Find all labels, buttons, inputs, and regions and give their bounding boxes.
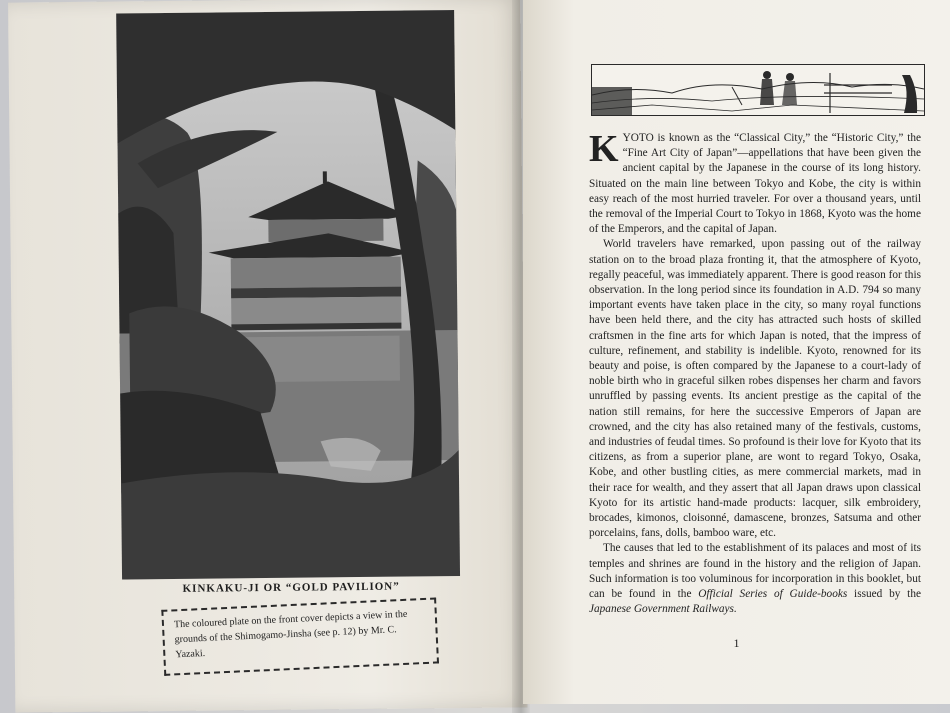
- cover-plate-note: The coloured plate on the front cover depicts a view in the grounds of the Shimogamo-Jinsha (see p. 12) by Mr. C. Yazaki.: [161, 597, 439, 675]
- paragraph-1-text: YOTO is known as the “Classical City,” the “Historic City,” the “Fine Art City of Japan”—appellations that have been given the ancient capital by the Japanese in the course of its long history. Situated on the main line between Tokyo and Kobe, the city is within easy reach of the most hurried traveler. For over a thousand years, until the removal of the Imperial Court to Tokyo in 1868, Kyoto was the home of the Emperors, and the capital of Japan.: [589, 132, 921, 236]
- drop-cap: K: [589, 128, 619, 170]
- paragraph-1: [589, 128, 921, 237]
- paragraph-3-mid: issued by the: [847, 588, 921, 601]
- page-number: 1: [733, 636, 740, 650]
- photo-caption: KINKAKU-JI OR “GOLD PAVILION”: [182, 580, 400, 595]
- left-page: [8, 0, 527, 713]
- right-page: [523, 0, 950, 704]
- kinkakuji-photo: [116, 10, 460, 580]
- guidebooks-title: Official Series of Guide-books: [698, 588, 848, 601]
- header-vignette-illustration: [591, 64, 925, 116]
- paragraph-3: [589, 541, 921, 617]
- body-text: [589, 128, 921, 618]
- paragraph-3-text: The causes that led to the establishment of its palaces and most of its temples and shrines are found in the history and the religion of Japan. Such information is too voluminous for incorporation in this booklet, but can be found in the: [589, 542, 921, 601]
- railways-name: Japanese Government Railways.: [589, 603, 737, 616]
- paragraph-2: World travelers have remarked, upon passing out of the railway station on to the broad plaza fronting it, that the atmosphere of Kyoto, regally peaceful, was immediately apparent. There is good reason for this observation. In the long period since its foundation in A.D. 794 so many important events have taken place in the city, so many royal functions have been held there, and the city has attracted such hosts of skilled craftsmen in the fine arts for which Japan is noted, that the impress of culture, refinement, and stability is indelible. Kyoto, renowned for its beauty and poise, is often compared by the Japanese to a court-lady of noble birth who in graceful silken robes dispenses her charm and favors unruffled by passing events. Its ancient prestige as the capital of the nation still remains, for here the successive Emperors of Japan are crowned, and the city has also retained many of the festivals, customs, and industries of feudal times. So profound is their love for Kyoto that its citizens, as from a superior plane, are wont to regard Tokyo, Osaka, Kobe, and other bustling cities, as mere commercial markets, mad in their race for wealth, and they assert that all Japan draws upon classical Kyoto for its artistic hand-made products: lacquer, silk embroidery, brocades, kimonos, cloisonné, damascene, bronzes, Satsuma and other porcelains, fans, dolls, bamboo ware, etc.: [589, 238, 921, 540]
